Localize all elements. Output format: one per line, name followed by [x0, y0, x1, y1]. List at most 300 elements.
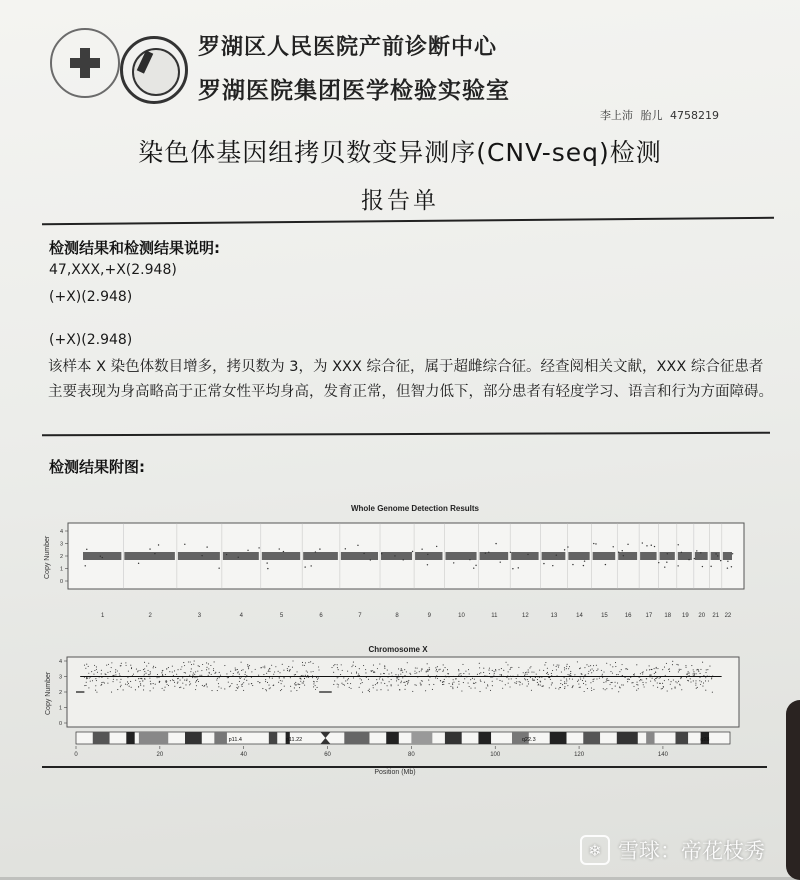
- data-point: [398, 679, 399, 680]
- data-point: [182, 677, 183, 678]
- data-point: [452, 684, 453, 685]
- data-point: [564, 667, 565, 668]
- y-tick-label: 2: [58, 690, 62, 696]
- x-tick-label: 1: [101, 613, 105, 619]
- data-point: [190, 661, 191, 662]
- data-point: [588, 666, 589, 667]
- data-point: [105, 673, 106, 674]
- data-point: [248, 667, 249, 668]
- data-point: [695, 680, 696, 681]
- data-point: [248, 668, 249, 669]
- data-point: [141, 678, 142, 679]
- data-point: [414, 684, 415, 685]
- data-point: [193, 672, 194, 673]
- data-point: [580, 679, 581, 680]
- data-point: [668, 669, 669, 670]
- patient-info: 李上沛 胎儿 4758219: [600, 109, 719, 122]
- data-point: [492, 685, 493, 686]
- data-point: [593, 681, 594, 682]
- data-point: [373, 687, 374, 688]
- outlier-point: [370, 559, 371, 560]
- data-point: [709, 666, 710, 667]
- data-point: [242, 686, 243, 687]
- data-point: [224, 665, 225, 666]
- data-point: [140, 670, 141, 671]
- data-point: [235, 690, 236, 691]
- data-point: [694, 673, 695, 674]
- outlier-point: [201, 555, 202, 556]
- outlier-point: [403, 559, 404, 560]
- data-point: [611, 682, 612, 683]
- data-point: [210, 665, 211, 666]
- data-point: [359, 668, 360, 669]
- data-point: [140, 685, 141, 686]
- data-point: [527, 674, 528, 675]
- outlier-point: [304, 566, 305, 567]
- data-point: [103, 682, 104, 683]
- outlier-point: [86, 549, 87, 550]
- data-point: [266, 673, 267, 674]
- data-point: [469, 686, 470, 687]
- data-point: [245, 674, 246, 675]
- data-point: [196, 680, 197, 681]
- data-point: [452, 683, 453, 684]
- chromosome-band: [411, 732, 432, 744]
- chromosome-band: [185, 732, 202, 744]
- outlier-point: [421, 548, 422, 549]
- data-point: [391, 685, 392, 686]
- data-point: [564, 688, 565, 689]
- data-point: [591, 687, 592, 688]
- data-point: [167, 684, 168, 685]
- data-point: [299, 687, 300, 688]
- data-point: [404, 669, 405, 670]
- data-point: [290, 677, 291, 678]
- data-point: [90, 681, 91, 682]
- data-point: [516, 681, 517, 682]
- data-point: [384, 683, 385, 684]
- data-point: [690, 681, 691, 682]
- data-point: [206, 683, 207, 684]
- data-point: [453, 682, 454, 683]
- data-point: [612, 673, 613, 674]
- data-point: [201, 675, 202, 676]
- data-point: [404, 682, 405, 683]
- data-point: [282, 680, 283, 681]
- data-point: [199, 675, 200, 676]
- data-point: [197, 679, 198, 680]
- data-point: [644, 686, 645, 687]
- band-label: q28: [700, 737, 710, 743]
- data-point: [219, 677, 220, 678]
- data-point: [651, 669, 652, 670]
- data-point: [113, 681, 114, 682]
- outlier-point: [710, 566, 711, 567]
- data-point: [155, 684, 156, 685]
- data-point: [596, 665, 597, 666]
- data-point: [368, 690, 369, 691]
- data-point: [533, 680, 534, 681]
- data-point: [490, 690, 491, 691]
- data-point: [685, 667, 686, 668]
- data-point: [594, 678, 595, 679]
- data-point: [235, 669, 236, 670]
- data-point: [458, 670, 459, 671]
- data-point: [662, 683, 663, 684]
- chromosome-segment-7: [341, 552, 378, 560]
- data-point: [113, 679, 114, 680]
- plot-frame: [67, 657, 739, 727]
- report-subtitle: 报告单: [361, 188, 439, 214]
- data-point: [470, 688, 471, 689]
- data-point: [224, 688, 225, 689]
- finding-result: (+X)(2.948): [49, 289, 133, 305]
- data-point: [407, 681, 408, 682]
- data-point: [101, 670, 102, 671]
- data-point: [564, 669, 565, 670]
- data-point: [157, 674, 158, 675]
- data-point: [514, 682, 515, 683]
- data-point: [174, 686, 175, 687]
- data-point: [503, 670, 504, 671]
- data-point: [273, 685, 274, 686]
- hospital-logo-icon: [50, 28, 120, 98]
- data-point: [343, 677, 344, 678]
- data-point: [646, 678, 647, 679]
- data-point: [316, 677, 317, 678]
- chromosome-segment-10: [445, 552, 476, 560]
- data-point: [620, 687, 621, 688]
- data-point: [587, 688, 588, 689]
- data-point: [369, 689, 370, 690]
- data-point: [195, 689, 196, 690]
- outlier-point: [543, 563, 544, 564]
- y-tick-label: 0: [59, 579, 63, 585]
- data-point: [547, 672, 548, 673]
- data-point: [572, 686, 573, 687]
- data-point: [172, 679, 173, 680]
- data-point: [338, 669, 339, 670]
- data-point: [437, 678, 438, 679]
- data-point: [528, 683, 529, 684]
- chromosome-segment-5: [262, 552, 300, 560]
- outlier-point: [279, 548, 280, 549]
- data-point: [208, 675, 209, 676]
- y-axis-label: Copy Number: [45, 671, 52, 715]
- data-point: [678, 671, 679, 672]
- data-point: [560, 683, 561, 684]
- data-point: [164, 687, 165, 688]
- chromosome-band: [617, 732, 638, 744]
- outlier-point: [593, 543, 594, 544]
- data-point: [380, 673, 381, 674]
- data-point: [593, 670, 594, 671]
- data-point: [150, 671, 151, 672]
- chart-title: Whole Genome Detection Results: [350, 504, 480, 513]
- data-point: [180, 680, 181, 681]
- data-point: [195, 682, 196, 683]
- data-point: [117, 689, 118, 690]
- x-tick-label: 8: [395, 613, 399, 619]
- data-point: [298, 684, 299, 685]
- data-point: [402, 677, 403, 678]
- outlier-point: [267, 568, 268, 569]
- data-point: [640, 673, 641, 674]
- divider: [42, 217, 774, 225]
- data-point: [566, 683, 567, 684]
- chromosome-x-chart: [40, 640, 760, 780]
- data-point: [287, 668, 288, 669]
- y-axis-label: Copy Number: [44, 535, 51, 579]
- data-point: [400, 670, 401, 671]
- data-point: [384, 668, 385, 669]
- data-point: [610, 671, 611, 672]
- data-point: [95, 678, 96, 679]
- data-point: [495, 669, 496, 670]
- data-point: [361, 679, 362, 680]
- data-point: [511, 678, 512, 679]
- data-point: [387, 685, 388, 686]
- data-point: [592, 668, 593, 669]
- data-point: [633, 674, 634, 675]
- data-point: [238, 671, 239, 672]
- data-point: [636, 684, 637, 685]
- data-point: [119, 673, 120, 674]
- data-point: [679, 670, 680, 671]
- data-point: [140, 683, 141, 684]
- data-point: [129, 686, 130, 687]
- outlier-point: [702, 566, 703, 567]
- data-point: [138, 670, 139, 671]
- data-point: [636, 682, 637, 683]
- data-point: [313, 686, 314, 687]
- data-point: [211, 690, 212, 691]
- data-point: [130, 681, 131, 682]
- data-point: [646, 670, 647, 671]
- data-point: [657, 682, 658, 683]
- data-point: [353, 677, 354, 678]
- data-point: [135, 689, 136, 690]
- data-point: [558, 667, 559, 668]
- data-point: [705, 690, 706, 691]
- lab-logo-icon: [120, 36, 188, 104]
- data-point: [110, 671, 111, 672]
- data-point: [127, 684, 128, 685]
- data-point: [100, 685, 101, 686]
- data-point: [556, 669, 557, 670]
- data-point: [599, 678, 600, 679]
- data-point: [213, 668, 214, 669]
- data-point: [305, 662, 306, 663]
- data-point: [208, 668, 209, 669]
- outlier-point: [700, 552, 701, 553]
- chromosome-segment-14: [568, 552, 589, 560]
- data-point: [629, 679, 630, 680]
- data-point: [477, 674, 478, 675]
- data-point: [407, 683, 408, 684]
- data-point: [558, 688, 559, 689]
- data-point: [685, 665, 686, 666]
- outlier-point: [206, 546, 207, 547]
- data-point: [121, 663, 122, 664]
- data-point: [412, 691, 413, 692]
- outlier-point: [556, 554, 557, 555]
- data-point: [696, 673, 697, 674]
- data-point: [703, 675, 704, 676]
- data-point: [85, 668, 86, 669]
- data-point: [483, 672, 484, 673]
- data-point: [216, 679, 217, 680]
- outlier-point: [238, 557, 239, 558]
- data-point: [639, 680, 640, 681]
- data-point: [453, 679, 454, 680]
- outlier-point: [436, 546, 437, 547]
- data-point: [602, 677, 603, 678]
- outlier-point: [500, 561, 501, 562]
- data-point: [374, 672, 375, 673]
- data-point: [96, 680, 97, 681]
- data-point: [689, 673, 690, 674]
- data-point: [112, 675, 113, 676]
- outlier-point: [664, 566, 665, 567]
- data-point: [115, 674, 116, 675]
- data-point: [269, 677, 270, 678]
- data-point: [553, 664, 554, 665]
- data-point: [318, 666, 319, 667]
- data-point: [230, 671, 231, 672]
- data-point: [672, 661, 673, 662]
- data-point: [331, 667, 332, 668]
- data-point: [702, 686, 703, 687]
- data-point: [654, 668, 655, 669]
- data-point: [483, 668, 484, 669]
- data-point: [442, 671, 443, 672]
- data-point: [655, 680, 656, 681]
- data-point: [488, 670, 489, 671]
- data-point: [291, 691, 292, 692]
- data-point: [281, 689, 282, 690]
- data-point: [437, 671, 438, 672]
- data-point: [660, 677, 661, 678]
- data-point: [376, 679, 377, 680]
- data-point: [391, 679, 392, 680]
- data-point: [178, 669, 179, 670]
- data-point: [271, 665, 272, 666]
- data-point: [428, 680, 429, 681]
- data-point: [117, 670, 118, 671]
- data-point: [214, 661, 215, 662]
- x-tick-label: 19: [681, 613, 689, 619]
- data-point: [661, 688, 662, 689]
- x-tick-label: 6: [319, 613, 323, 619]
- data-point: [139, 681, 140, 682]
- data-point: [402, 672, 403, 673]
- data-point: [247, 666, 248, 667]
- data-point: [116, 679, 117, 680]
- data-point: [295, 682, 296, 683]
- data-point: [700, 669, 701, 670]
- data-point: [259, 682, 260, 683]
- data-point: [344, 685, 345, 686]
- data-point: [120, 686, 121, 687]
- data-point: [382, 680, 383, 681]
- data-point: [149, 678, 150, 679]
- data-point: [396, 680, 397, 681]
- data-point: [150, 684, 151, 685]
- data-point: [432, 689, 433, 690]
- data-point: [443, 664, 444, 665]
- data-point: [341, 664, 342, 665]
- data-point: [615, 682, 616, 683]
- chromosome-segment-2: [124, 552, 175, 560]
- data-point: [127, 677, 128, 678]
- data-point: [410, 674, 411, 675]
- data-point: [190, 683, 191, 684]
- outlier-point: [595, 543, 596, 544]
- data-point: [153, 666, 154, 667]
- data-point: [93, 674, 94, 675]
- outlier-point: [100, 555, 101, 556]
- data-point: [642, 673, 643, 674]
- outlier-point: [363, 553, 364, 554]
- data-point: [567, 674, 568, 675]
- data-point: [288, 666, 289, 667]
- data-point: [177, 683, 178, 684]
- data-point: [180, 669, 181, 670]
- data-point: [570, 671, 571, 672]
- data-point: [143, 689, 144, 690]
- data-point: [511, 667, 512, 668]
- data-point: [525, 679, 526, 680]
- chromosome-band: [583, 732, 600, 744]
- outlier-point: [381, 553, 382, 554]
- data-point: [499, 669, 500, 670]
- data-point: [144, 671, 145, 672]
- data-point: [607, 680, 608, 681]
- data-point: [543, 670, 544, 671]
- whole-genome-chart: [40, 497, 760, 627]
- x-tick-label: 9: [427, 613, 431, 619]
- data-point: [214, 673, 215, 674]
- x-tick-label: 7: [358, 613, 362, 619]
- data-point: [654, 673, 655, 674]
- data-point: [537, 679, 538, 680]
- data-point: [536, 674, 537, 675]
- data-point: [340, 674, 341, 675]
- data-point: [377, 682, 378, 683]
- data-point: [150, 673, 151, 674]
- data-point: [162, 688, 163, 689]
- data-point: [463, 673, 464, 674]
- data-point: [300, 678, 301, 679]
- x-tick-label: 0: [74, 752, 78, 758]
- data-point: [190, 671, 191, 672]
- data-point: [519, 681, 520, 682]
- x-tick-label: 60: [324, 752, 331, 758]
- data-point: [337, 667, 338, 668]
- x-tick-label: 20: [698, 613, 706, 619]
- data-point: [317, 679, 318, 680]
- data-point: [184, 665, 185, 666]
- data-point: [422, 681, 423, 682]
- data-point: [136, 669, 137, 670]
- data-point: [97, 672, 98, 673]
- data-point: [499, 674, 500, 675]
- data-point: [292, 660, 293, 661]
- data-point: [183, 688, 184, 689]
- data-point: [194, 677, 195, 678]
- chromosome-segment-17: [640, 552, 656, 560]
